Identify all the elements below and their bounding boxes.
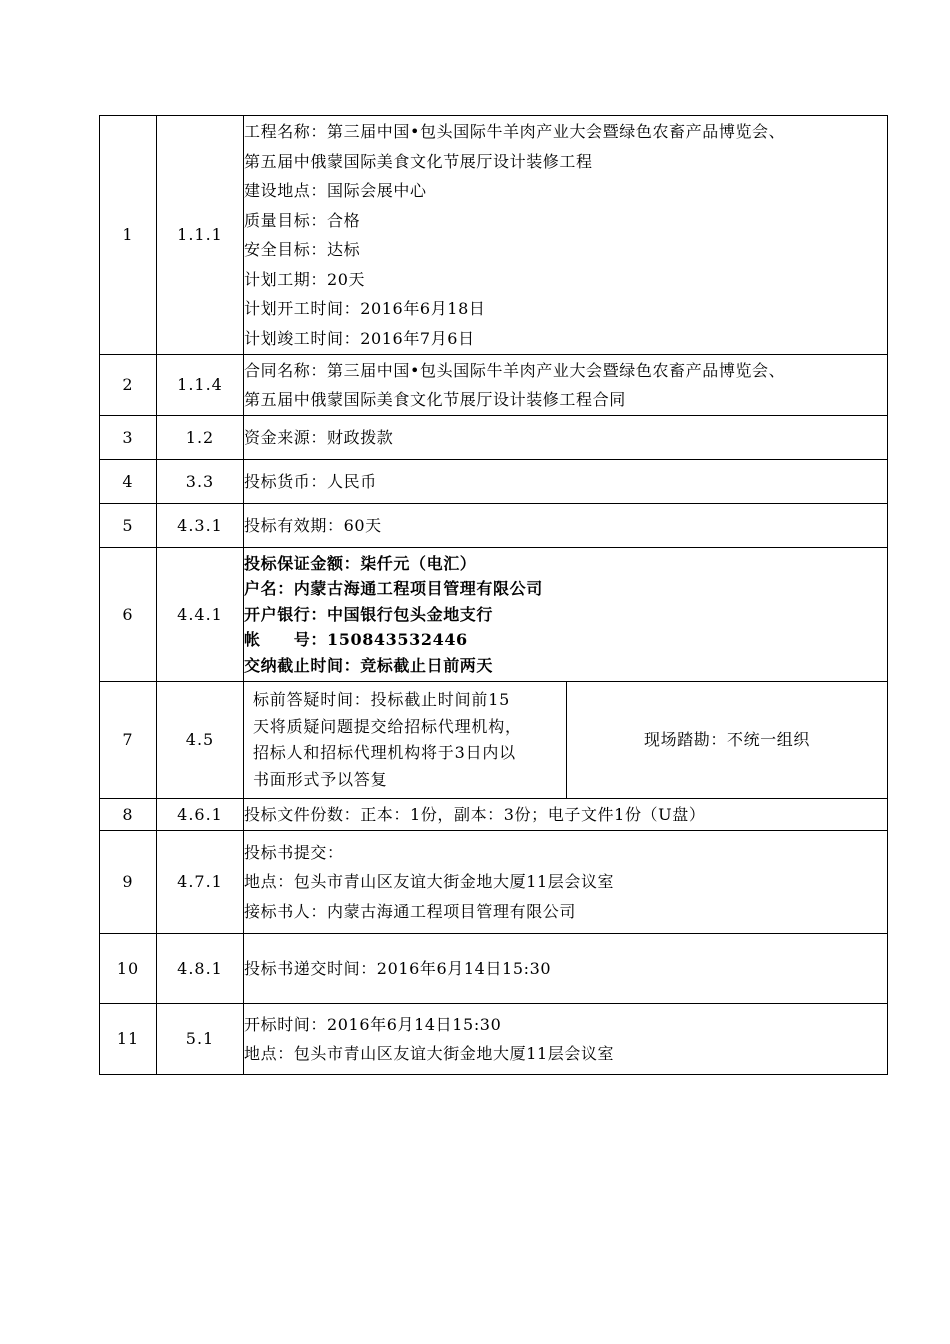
content-line: 投标保证金额：柒仟元（电汇） bbox=[244, 553, 477, 573]
content-line: 帐 号：150843532446 bbox=[244, 630, 468, 650]
table-row bbox=[100, 682, 888, 799]
content-line: 投标书递交时间：2016年6月14日15:30 bbox=[244, 958, 552, 978]
table-row bbox=[100, 504, 888, 548]
content-line: 户名：内蒙古海通工程项目管理有限公司 bbox=[244, 579, 543, 599]
bid-data-table bbox=[99, 115, 888, 1075]
content-line: 开标时间：2016年6月14日15:30 bbox=[244, 1014, 502, 1034]
content-line: 第五届中俄蒙国际美食文化节展厅设计装修工程 bbox=[244, 151, 593, 171]
content-line: 开户银行：中国银行包头金地支行 bbox=[244, 604, 494, 624]
site-visit-cell bbox=[567, 682, 887, 798]
row-number: 1 bbox=[100, 116, 157, 355]
row-number: 10 bbox=[100, 934, 157, 1004]
content-line: 建设地点：国际会展中心 bbox=[244, 181, 427, 200]
table-row bbox=[100, 355, 888, 416]
site-visit-text: 现场踏勘：不统一组织 bbox=[643, 730, 810, 750]
row-content bbox=[244, 548, 888, 682]
row-content bbox=[244, 504, 888, 548]
content-line: 质量目标：合格 bbox=[244, 210, 361, 230]
content-line: 计划工期：20天 bbox=[244, 269, 366, 289]
content-line: 计划竣工时间：2016年7月6日 bbox=[244, 328, 475, 348]
row-number: 11 bbox=[100, 1004, 157, 1075]
content-line: 投标货币：人民币 bbox=[244, 471, 377, 491]
content-line: 投标有效期：60天 bbox=[244, 515, 382, 535]
table-row bbox=[100, 548, 888, 682]
clause-number: 4.8.1 bbox=[157, 934, 244, 1004]
qa-time-cell bbox=[244, 682, 567, 798]
content-line: 接标书人：内蒙古海通工程项目管理有限公司 bbox=[244, 901, 577, 921]
row-number: 3 bbox=[100, 416, 157, 460]
row-content bbox=[244, 682, 888, 799]
row-content bbox=[244, 416, 888, 460]
clause-number: 1.1.1 bbox=[157, 116, 244, 355]
split-cell bbox=[244, 682, 887, 798]
clause-number: 1.1.4 bbox=[157, 355, 244, 416]
clause-number: 4.3.1 bbox=[157, 504, 244, 548]
row-number: 8 bbox=[100, 799, 157, 831]
content-line: 地点：包头市青山区友谊大街金地大厦11层会议室 bbox=[244, 1044, 615, 1063]
content-line: 招标人和招标代理机构将于3日内以 bbox=[253, 743, 516, 762]
row-content bbox=[244, 460, 888, 504]
row-content bbox=[244, 116, 888, 355]
content-line: 标前答疑时间：投标截止时间前15 bbox=[253, 690, 511, 709]
content-line: 投标书提交： bbox=[244, 842, 344, 862]
row-content bbox=[244, 934, 888, 1004]
clause-number: 4.4.1 bbox=[157, 548, 244, 682]
content-line: 地点：包头市青山区友谊大街金地大厦11层会议室 bbox=[244, 872, 615, 892]
content-line: 合同名称：第三届中国•包头国际牛羊肉产业大会暨绿色农畜产品博览会、 bbox=[244, 360, 786, 380]
clause-number: 4.7.1 bbox=[157, 831, 244, 934]
row-number: 6 bbox=[100, 548, 157, 682]
table-row bbox=[100, 460, 888, 504]
row-content bbox=[244, 1004, 888, 1075]
clause-number: 1.2 bbox=[157, 416, 244, 460]
row-number: 9 bbox=[100, 831, 157, 934]
content-line: 工程名称：第三届中国•包头国际牛羊肉产业大会暨绿色农畜产品博览会、 bbox=[244, 122, 786, 141]
clause-number: 4.6.1 bbox=[157, 799, 244, 831]
row-number: 7 bbox=[100, 682, 157, 799]
table-row bbox=[100, 416, 888, 460]
clause-number: 3.3 bbox=[157, 460, 244, 504]
table-row bbox=[100, 831, 888, 934]
row-number: 4 bbox=[100, 460, 157, 504]
clause-number: 5.1 bbox=[157, 1004, 244, 1075]
row-content bbox=[244, 355, 888, 416]
content-line: 计划开工时间：2016年6月18日 bbox=[244, 299, 486, 318]
table-row bbox=[100, 934, 888, 1004]
content-line: 书面形式予以答复 bbox=[253, 769, 388, 789]
table-row bbox=[100, 799, 888, 831]
table-row bbox=[100, 116, 888, 355]
content-line: 交纳截止时间：竞标截止日前两天 bbox=[244, 655, 494, 675]
content-line: 安全目标：达标 bbox=[244, 240, 361, 259]
row-content bbox=[244, 799, 888, 831]
content-line: 投标文件份数：正本：1份，副本：3份；电子文件1份（U盘） bbox=[244, 804, 706, 824]
row-number: 5 bbox=[100, 504, 157, 548]
content-line: 资金来源：财政拨款 bbox=[244, 427, 394, 447]
row-number: 2 bbox=[100, 355, 157, 416]
content-line: 天将质疑问题提交给招标代理机构， bbox=[253, 716, 522, 736]
content-line: 第五届中俄蒙国际美食文化节展厅设计装修工程合同 bbox=[244, 390, 626, 409]
clause-number: 4.5 bbox=[157, 682, 244, 799]
table-row bbox=[100, 1004, 888, 1075]
row-content bbox=[244, 831, 888, 934]
